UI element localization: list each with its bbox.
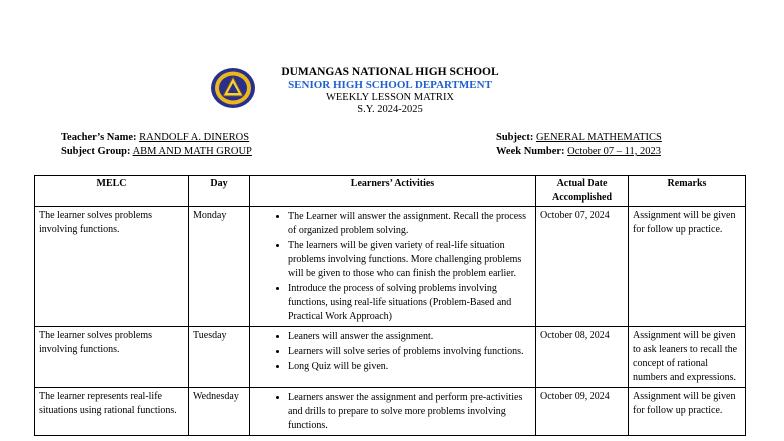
date-cell: October 08, 2024 <box>536 327 629 388</box>
activities-cell <box>250 388 536 436</box>
col-remarks: Remarks <box>629 176 746 207</box>
activities-cell <box>250 207 536 327</box>
remarks-cell: Assignment will be given to ask leaners to recall the concept of rational numbers and expressions. <box>629 327 746 388</box>
melc-cell: The learner solves problems involving functions. <box>35 327 189 388</box>
col-day: Day <box>189 176 250 207</box>
group-name: ABM AND MATH GROUP <box>132 146 252 157</box>
teacher-label: Teacher’s Name: <box>61 132 137 143</box>
teacher-name: RANDOLF A. DINEROS <box>139 132 250 143</box>
activity-item: • Learners answer the assignment and perform pre-activities and drills to prepare to solve more problems involving functions. <box>288 390 531 433</box>
col-activities: Learners’ Activities <box>250 176 536 207</box>
remarks-cell: Assignment will be given for follow up practice. <box>629 207 746 327</box>
table-header-row <box>35 176 746 207</box>
activity-item: • The learners will be given variety of real-life situation problems involving functions. More challenging problems will be given to those who can finish the problem earlier. <box>288 238 531 281</box>
activities-list <box>254 329 531 374</box>
group-line <box>61 145 252 159</box>
day-cell: Wednesday <box>189 388 250 436</box>
group-label: Subject Group: <box>61 146 131 157</box>
activities-cell <box>250 327 536 388</box>
subject-line <box>496 131 662 145</box>
subject-label: Subject: <box>496 132 534 143</box>
melc-cell: The learner represents real-life situations using rational functions. <box>35 388 189 436</box>
activity-item: • Long Quiz will be given. <box>288 359 531 374</box>
activity-item: • Leaners will answer the assignment. <box>288 329 531 344</box>
activity-item: • Introduce the process of solving problems involving functions, using real-life situations (Problem-Based and Practical Work Approach) <box>288 281 531 324</box>
activities-list <box>254 209 531 324</box>
date-cell: October 09, 2024 <box>536 388 629 436</box>
col-melc: MELC <box>35 176 189 207</box>
document-header <box>240 65 540 116</box>
week-value: October 07 – 11, 2023 <box>567 146 661 157</box>
date-cell: October 07, 2024 <box>536 207 629 327</box>
teacher-line <box>61 131 249 145</box>
activity-item: • The Learner will answer the assignment. Recall the process of organized problem solving. <box>288 209 531 238</box>
remarks-cell: Assignment will be given for follow up practice. <box>629 388 746 436</box>
activities-list <box>254 390 531 433</box>
subject-name: GENERAL MATHEMATICS <box>535 132 662 143</box>
week-label: Week Number: <box>496 146 565 157</box>
activity-item: • Learners will solve series of problems involving functions. <box>288 344 531 359</box>
day-cell: Tuesday <box>189 327 250 388</box>
table-row <box>35 207 746 327</box>
school-year: S.Y. 2024-2025 <box>357 104 423 115</box>
table-row <box>35 388 746 436</box>
document-title: WEEKLY LESSON MATRIX <box>325 92 455 103</box>
table-row <box>35 327 746 388</box>
melc-cell: The learner solves problems involving functions. <box>35 207 189 327</box>
week-line <box>496 145 661 159</box>
department-name: SENIOR HIGH SCHOOL DEPARTMENT <box>288 79 492 91</box>
day-cell: Monday <box>189 207 250 327</box>
lesson-matrix-table <box>34 175 746 436</box>
school-name: DUMANGAS NATIONAL HIGH SCHOOL <box>281 66 499 78</box>
col-date: Actual Date Accomplished <box>536 176 629 207</box>
